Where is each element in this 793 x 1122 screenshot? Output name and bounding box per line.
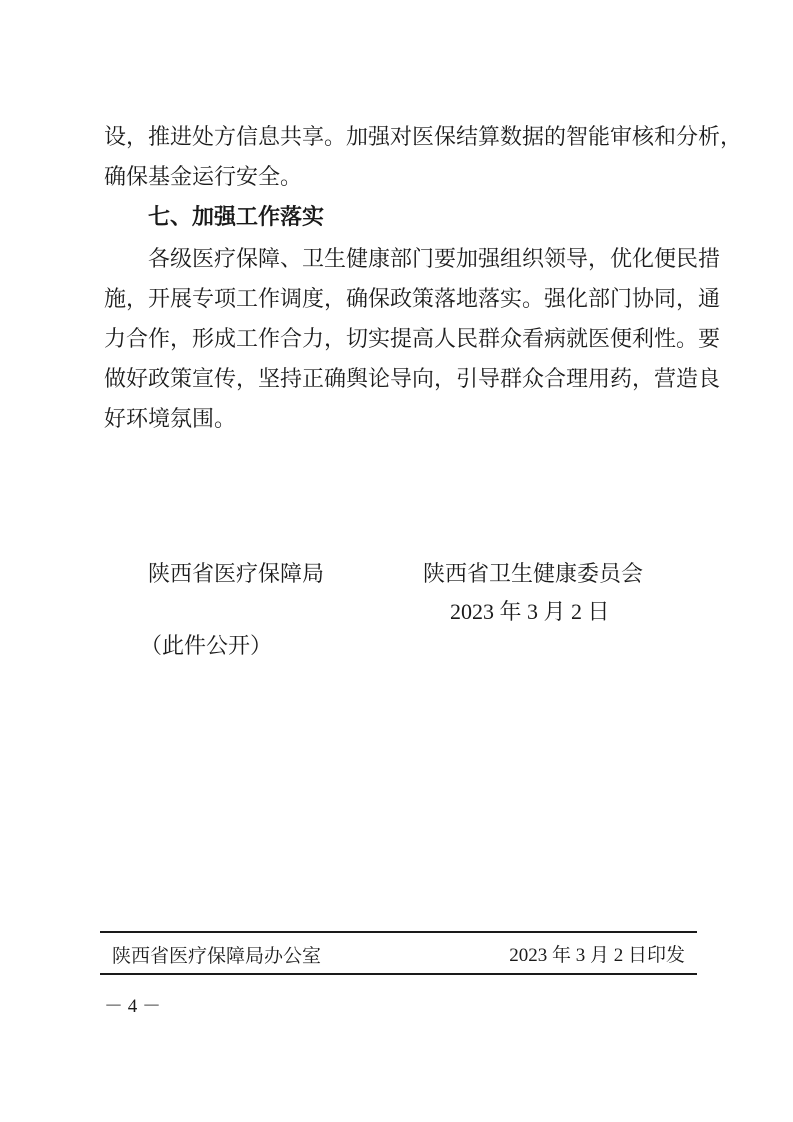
footer-issuing-office: 陕西省医疗保障局办公室 bbox=[112, 945, 322, 967]
issuer-medical-security-bureau: 陕西省医疗保障局 bbox=[148, 562, 325, 587]
issuer-health-commission: 陕西省卫生健康委员会 bbox=[423, 562, 644, 587]
disclosure-note: （此件公开） bbox=[140, 634, 273, 659]
page-number: － 4 － bbox=[104, 996, 162, 1017]
footer-print-date: 2023 年 3 月 2 日印发 bbox=[509, 945, 685, 966]
paragraph-2-line-5: 好环境氛围。 bbox=[104, 407, 237, 432]
paragraph-2-line-4: 做好政策宣传，坚持正确舆论导向，引导群众合理用药，营造良 bbox=[104, 367, 721, 392]
section-heading: 七、加强工作落实 bbox=[148, 205, 325, 230]
paragraph-2-line-1: 各级医疗保障、卫生健康部门要加强组织领导，优化便民措 bbox=[148, 247, 721, 272]
signature-date: 2023 年 3 月 2 日 bbox=[450, 599, 610, 624]
paragraph-1-line-1: 设，推进处方信息共享。加强对医保结算数据的智能审核和分析， bbox=[104, 125, 743, 150]
paragraph-2-line-2: 施，开展专项工作调度，确保政策落地落实。强化部门协同，通 bbox=[104, 287, 721, 312]
paragraph-1-line-2: 确保基金运行安全。 bbox=[104, 165, 303, 190]
footer-bottom-rule bbox=[100, 973, 697, 975]
paragraph-2-line-3: 力合作，形成工作合力，切实提高人民群众看病就医便利性。要 bbox=[104, 327, 721, 352]
footer-top-rule bbox=[100, 931, 697, 933]
